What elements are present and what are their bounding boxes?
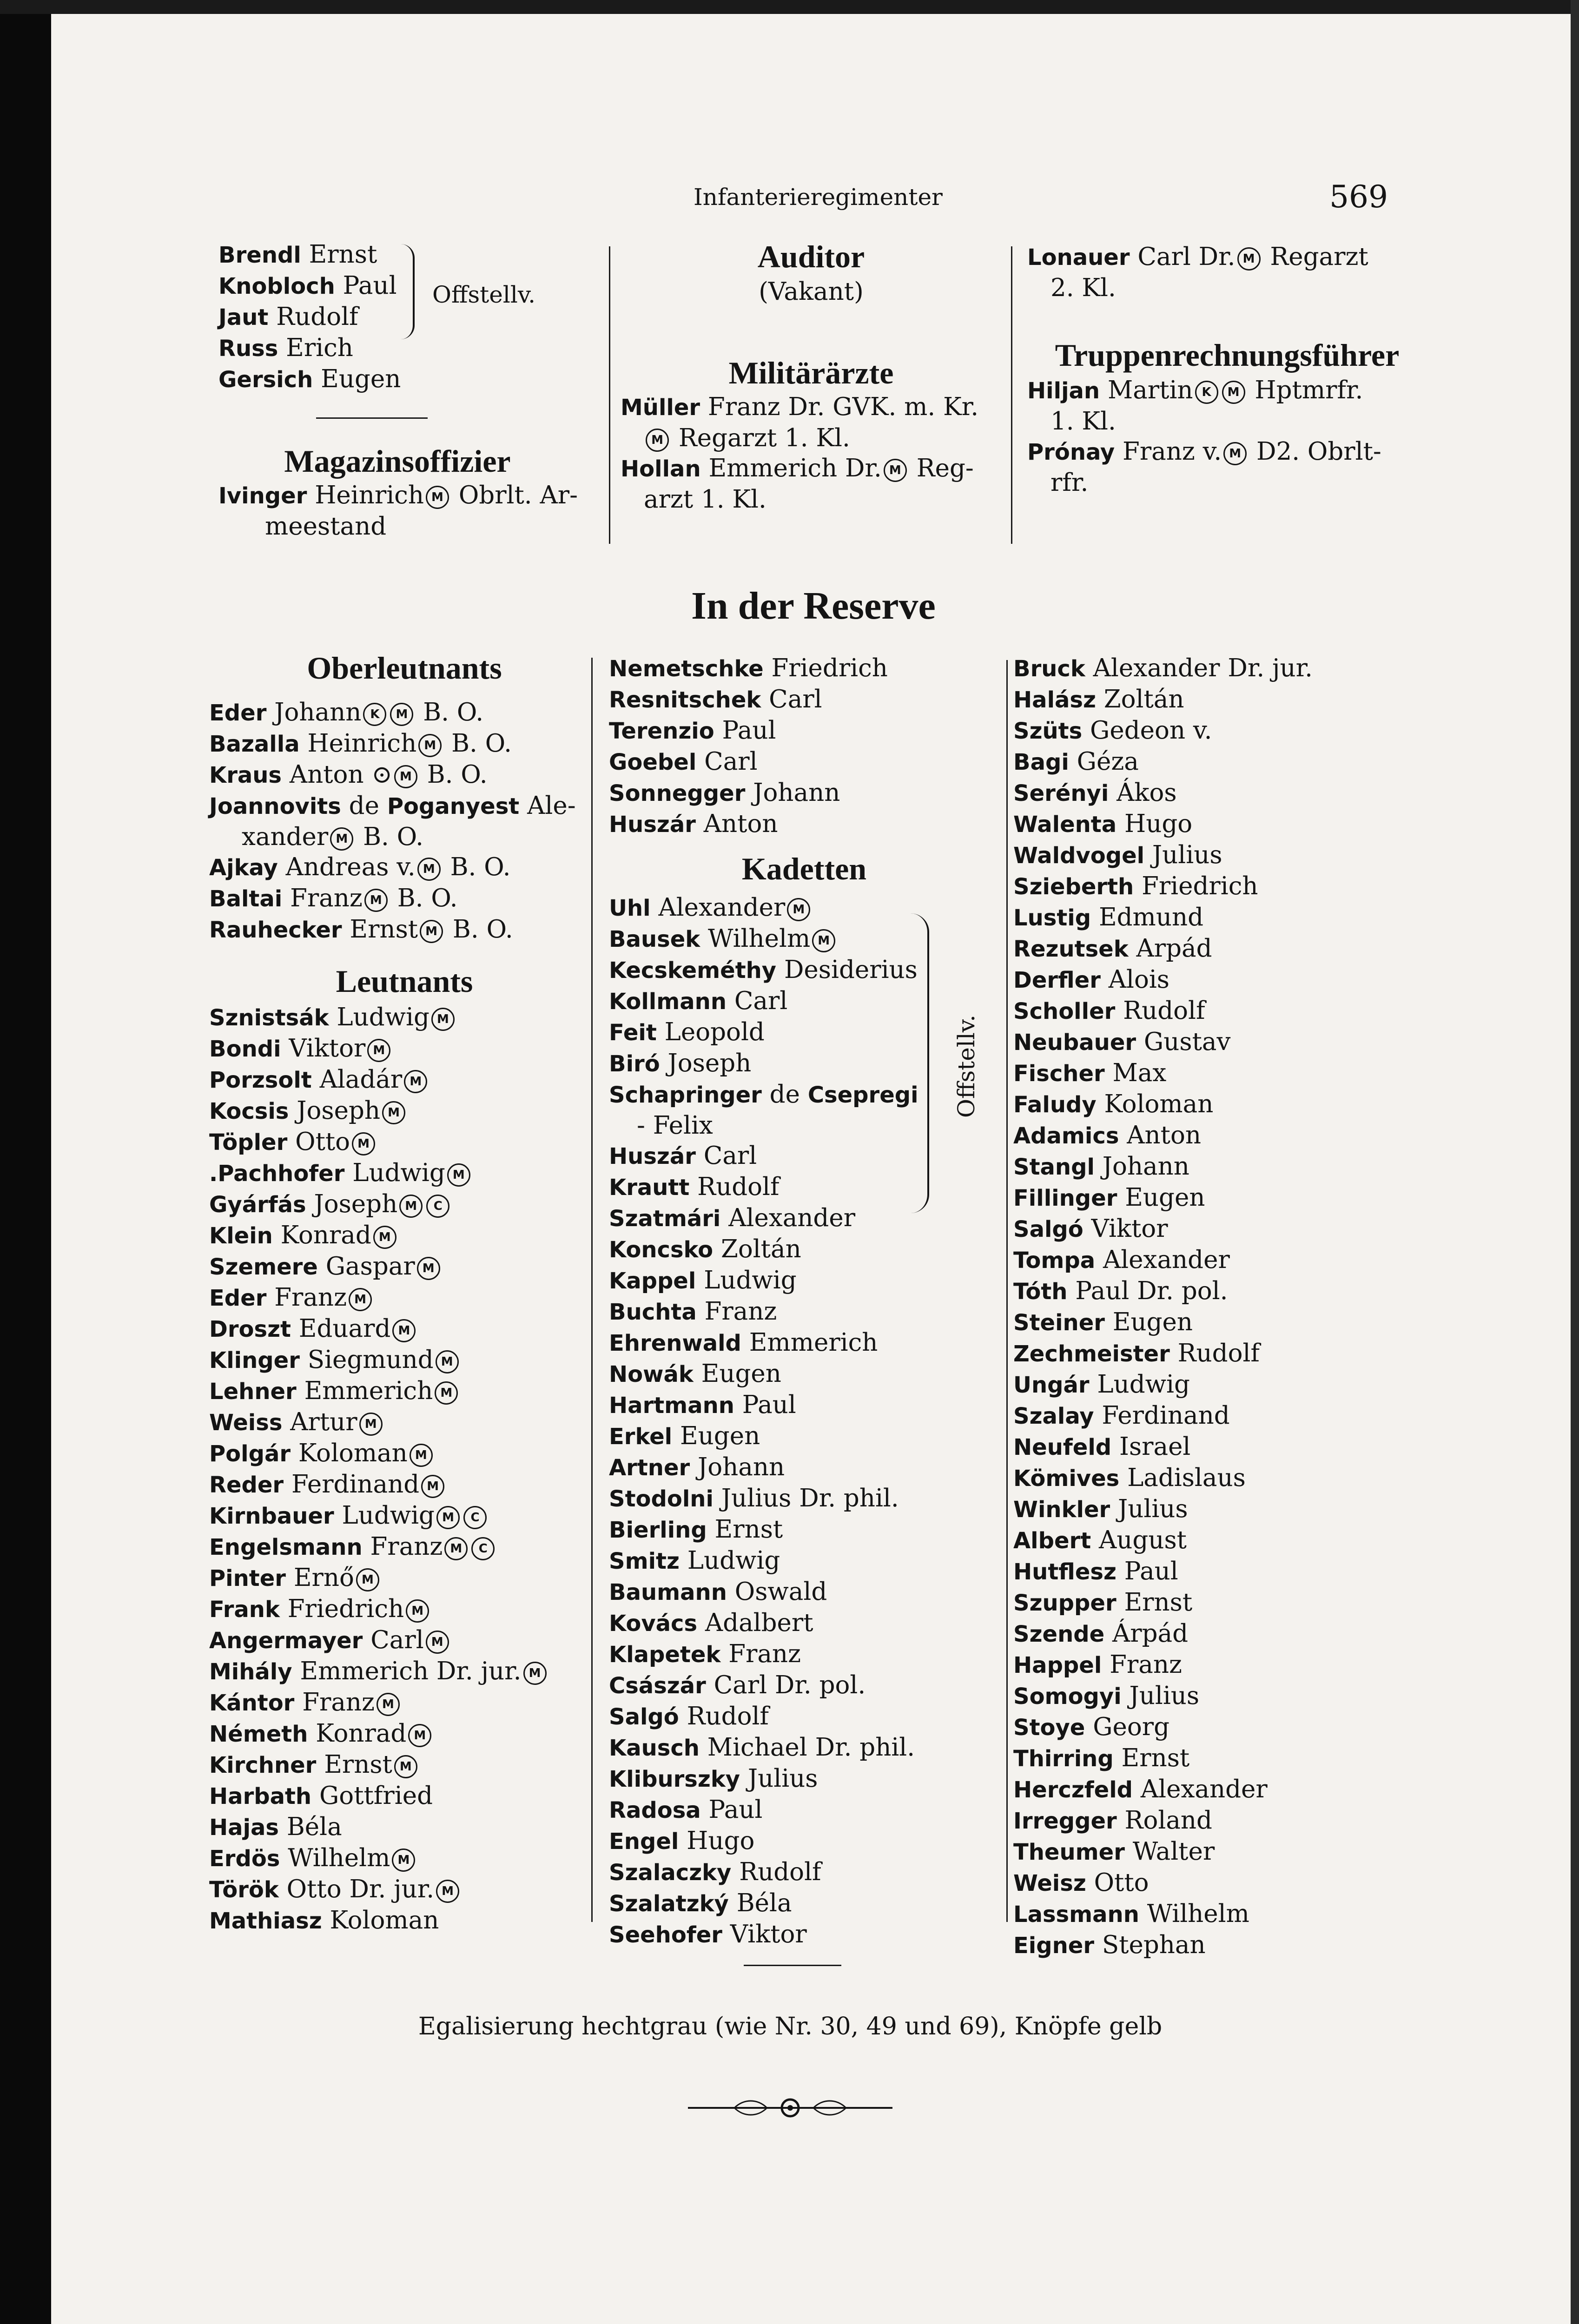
reserve-entry: Derfler Alois: [1013, 965, 1170, 994]
reserve-entry: Stoye Georg: [1013, 1713, 1170, 1741]
military-merit-icon: M: [394, 765, 417, 788]
reserve-entry: Terenzio Paul: [609, 716, 776, 745]
officer-entry: Kirchner Ernst M: [209, 1750, 600, 1781]
officer-entry: Kirnbauer Ludwig M C: [209, 1500, 600, 1532]
officer-entry: Eder Franz M: [209, 1282, 600, 1314]
officer-entry: Reder Ferdinand M: [209, 1469, 600, 1500]
military-merit-icon: M: [426, 486, 449, 509]
officer-entry: Klinger Siegmund M: [209, 1345, 600, 1376]
reserve-entry: Nemetschke Friedrich: [609, 654, 888, 682]
ornament-icon: [688, 2094, 892, 2122]
paymaster-entry-cont: rfr.: [1050, 469, 1089, 497]
military-merit-icon: M: [392, 1849, 415, 1872]
reserve-entry: Lustig Edmund: [1013, 903, 1204, 931]
doctor-entry: Lonauer Carl Dr. M Regarzt: [1027, 243, 1368, 271]
reserve-entry: Faludy Koloman: [1013, 1090, 1214, 1118]
officer-entry: Lehner Emmerich M: [209, 1376, 600, 1407]
reserve-entry: Stangl Johann: [1013, 1152, 1189, 1181]
reserve-entry: Szende Árpád: [1013, 1619, 1189, 1648]
military-merit-icon: M: [426, 1631, 449, 1654]
cadet-entry: Szalaczky Rudolf: [609, 1858, 821, 1886]
officer-entry: Frank Friedrich M: [209, 1594, 600, 1625]
officer-entry: Bondi Viktor M: [209, 1033, 600, 1064]
reserve-entry: Szalay Ferdinand: [1013, 1401, 1230, 1430]
crown-order-icon: C: [426, 1195, 449, 1218]
officer-entry: Kocsis Joseph M: [209, 1096, 600, 1127]
circle-dot-icon: ⊙: [371, 760, 392, 789]
reserve-entry: Neufeld Israel: [1013, 1433, 1191, 1461]
cadet-entry: Kausch Michael Dr. phil.: [609, 1733, 915, 1762]
military-merit-icon: M: [436, 1880, 459, 1903]
officer-entry: Rauhecker Ernst M B. O.: [209, 915, 513, 944]
officer-entry-cont: xander M B. O.: [242, 823, 423, 851]
reserve-entry: Theumer Walter: [1013, 1837, 1215, 1866]
military-merit-icon: M: [392, 1319, 416, 1342]
column-rule: [1006, 660, 1008, 1922]
reserve-entry: Winkler Julius: [1013, 1495, 1188, 1523]
brace-label: Offstellv.: [432, 281, 536, 308]
military-merit-icon: M: [884, 459, 907, 482]
officer-entry: Bazalla Heinrich M B. O.: [209, 729, 512, 758]
reserve-entry: Adamics Anton: [1013, 1121, 1201, 1149]
col2-reserve: [609, 653, 999, 1950]
military-merit-icon: M: [447, 1163, 470, 1187]
cadet-entry: Salgó Rudolf: [609, 1702, 769, 1730]
cadet-entry: Kliburszky Julius: [609, 1764, 818, 1793]
military-merit-icon: M: [359, 1413, 383, 1436]
cadet-entry: Bausek Wilhelm M: [609, 924, 999, 955]
cadet-entry: Bierling Ernst: [609, 1515, 783, 1544]
military-merit-icon: M: [373, 1226, 396, 1249]
officer-entry: Polgár Koloman M: [209, 1438, 600, 1469]
cadet-entry: Feit Leopold: [609, 1018, 765, 1046]
military-merit-icon: M: [367, 1039, 390, 1062]
military-merit-icon: M: [444, 1537, 468, 1560]
staff-row: Russ Erich: [218, 334, 353, 362]
military-merit-icon: M: [523, 1662, 547, 1685]
reserve-entry: Szüts Gedeon v.: [1013, 716, 1212, 745]
cadet-entry: Szalatzký Béla: [609, 1889, 792, 1917]
military-merit-icon: M: [377, 1693, 400, 1716]
cadet-entry: Artner Johann: [609, 1453, 785, 1481]
cadet-entry-cont: - Felix: [637, 1111, 713, 1140]
reserve-entry: Walenta Hugo: [1013, 810, 1193, 838]
military-merit-icon: M: [812, 929, 835, 952]
military-merit-icon: M: [436, 1350, 459, 1373]
running-header: Infanterieregimenter: [694, 184, 943, 211]
cadet-entry: Smitz Ludwig: [609, 1546, 780, 1575]
reserve-entry: Waldvogel Julius: [1013, 841, 1222, 869]
cadet-entry: Erkel Eugen: [609, 1422, 760, 1450]
staff-row: Jaut Rudolf: [218, 303, 358, 331]
reserve-entry: Steiner Eugen: [1013, 1308, 1193, 1336]
cadet-entry: Klapetek Franz: [609, 1640, 801, 1668]
military-merit-icon: M: [421, 1475, 444, 1498]
officer-entry: Joannovits de Poganyest Ale-: [209, 792, 576, 820]
officer-entry: Gyárfás Joseph M C: [209, 1189, 600, 1220]
officer-entry: Németh Konrad M: [209, 1718, 600, 1750]
reserve-entry: Somogyi Julius: [1013, 1682, 1200, 1710]
kadetten-heading: Kadetten: [741, 851, 867, 886]
officer-entry: Baltai Franz M B. O.: [209, 884, 458, 912]
cadet-entry: Biró Joseph: [609, 1049, 752, 1077]
cadet-entry: Schapringer de Csepregi: [609, 1080, 918, 1109]
military-merit-icon: M: [436, 1506, 460, 1529]
cadet-entry: Baumann Oswald: [609, 1578, 827, 1606]
military-merit-icon: M: [646, 429, 669, 452]
divider: [316, 417, 428, 419]
cadet-entry: Stodolni Julius Dr. phil.: [609, 1484, 899, 1512]
officer-entry: Engelsmann Franz M C: [209, 1532, 600, 1563]
military-merit-icon: M: [330, 827, 353, 851]
auditor-heading: Auditor: [757, 239, 865, 274]
reserve-entry: Herczfeld Alexander: [1013, 1775, 1268, 1803]
military-merit-icon: M: [787, 898, 810, 921]
reserve-entry: Tompa Alexander: [1013, 1246, 1230, 1274]
footer-divider: [744, 1965, 841, 1966]
officer-entry: Angermayer Carl M: [209, 1625, 600, 1656]
officer-entry: Kraus Anton ⊙ M B. O.: [209, 760, 488, 789]
crown-order-icon: C: [463, 1506, 487, 1529]
reserve-entry: Irregger Roland: [1013, 1806, 1212, 1835]
doctor-entry-cont: 2. Kl.: [1050, 274, 1116, 302]
reserve-entry: Halász Zoltán: [1013, 685, 1184, 713]
military-merit-icon: M: [410, 1444, 433, 1467]
military-merit-icon: M: [382, 1101, 405, 1124]
military-merit-icon: M: [417, 1257, 440, 1280]
reserve-entry: Thirring Ernst: [1013, 1744, 1190, 1772]
scan-edge-left: [0, 0, 51, 2324]
cadet-entry: Császár Carl Dr. pol.: [609, 1671, 866, 1699]
magazin-heading: Magazinsoffizier: [284, 443, 511, 479]
cadet-entry: Engel Hugo: [609, 1827, 755, 1855]
reserve-entry: Sonnegger Johann: [609, 779, 840, 807]
reserve-entry: Weisz Otto: [1013, 1868, 1149, 1897]
officer-entry: Ajkay Andreas v. M B. O.: [209, 853, 511, 881]
doctor-entry-cont: M Regarzt 1. Kl.: [621, 423, 1002, 453]
knight-cross-icon: K: [1195, 381, 1218, 404]
reserve-entry: Fischer Max: [1013, 1059, 1167, 1087]
reserve-entry: Rezutsek Arpád: [1013, 934, 1212, 963]
reserve-entry: Goebel Carl: [609, 747, 758, 776]
oberleutnants-heading: Oberleutnants: [307, 650, 502, 686]
military-merit-icon: M: [431, 1008, 455, 1031]
military-merit-icon: M: [356, 1568, 379, 1591]
doctor-entry: Hollan Emmerich Dr. M Reg-: [621, 454, 974, 482]
officer-entry: Töpler Otto M: [209, 1127, 600, 1158]
military-merit-icon: M: [417, 858, 441, 881]
military-merit-icon: M: [349, 1288, 372, 1311]
auditor-sub: (Vakant): [759, 277, 864, 306]
reserve-entry: Fillinger Eugen: [1013, 1183, 1205, 1212]
crown-order-icon: C: [471, 1537, 495, 1560]
cadet-entry: Kappel Ludwig: [609, 1266, 797, 1294]
scan-edge-top: [0, 0, 1579, 14]
officer-entry: Eder Johann K M B. O.: [209, 698, 484, 726]
officer-entry: Harbath Gottfried: [209, 1782, 433, 1810]
military-merit-icon: M: [404, 1070, 427, 1093]
cadet-entry: Ehrenwald Emmerich: [609, 1328, 878, 1357]
military-merit-icon: M: [399, 1195, 423, 1218]
military-merit-icon: M: [1237, 247, 1261, 271]
col3-top: [1027, 242, 1427, 498]
cadet-entry: Szatmári Alexander: [609, 1204, 856, 1232]
military-merit-icon: M: [364, 889, 388, 912]
scan-edge-right: [1571, 0, 1579, 2324]
military-merit-icon: M: [406, 1599, 429, 1623]
officer-entry: Mathiasz Koloman: [209, 1906, 439, 1934]
column-rule: [591, 658, 593, 1922]
cadet-entry: Radosa Paul: [609, 1796, 763, 1824]
reserve-entry: Huszár Anton: [609, 810, 778, 838]
military-merit-icon: M: [1222, 381, 1245, 404]
military-merit-icon: M: [435, 1381, 458, 1405]
reserve-entry: Bruck Alexander Dr. jur.: [1013, 654, 1313, 682]
reserve-entry: Ungár Ludwig: [1013, 1370, 1190, 1399]
paymaster-entry-cont: 1. Kl.: [1050, 407, 1116, 436]
cadet-entry: Hartmann Paul: [609, 1391, 796, 1419]
reserve-entry: Kömives Ladislaus: [1013, 1464, 1246, 1492]
knight-cross-icon: K: [363, 703, 386, 726]
reserve-entry: Tóth Paul Dr. pol.: [1013, 1277, 1228, 1305]
cadet-entry: Seehofer Viktor: [609, 1920, 807, 1948]
brace-label: Offstellv.: [953, 1014, 980, 1118]
reserve-entry: Resnitschek Carl: [609, 685, 822, 713]
cadet-entry: Uhl Alexander M: [609, 892, 999, 924]
officer-entry: Hajas Béla: [209, 1813, 342, 1841]
cadet-entry: Kollmann Carl: [609, 987, 788, 1015]
cadet-entry: Buchta Franz: [609, 1297, 777, 1326]
officer-entry: Kántor Franz M: [209, 1687, 600, 1718]
doctor-entry: Müller Franz Dr. GVK. m. Kr.: [621, 393, 979, 421]
officer-entry: Pinter Ernő M: [209, 1563, 600, 1594]
leutnants-heading: Leutnants: [336, 964, 473, 999]
officer-entry: Szemere Gaspar M: [209, 1251, 600, 1282]
reserve-entry: Zechmeister Rudolf: [1013, 1339, 1260, 1367]
reserve-entry: Lassmann Wilhelm: [1013, 1900, 1249, 1928]
truppen-heading: Truppenrechnungsführer: [1055, 337, 1400, 373]
col1-reserve: [209, 650, 600, 1936]
reserve-entry: Scholler Rudolf: [1013, 997, 1205, 1025]
page-number: 569: [1329, 179, 1388, 215]
reserve-entry: Eigner Stephan: [1013, 1931, 1206, 1959]
staff-row: Brendl Ernst: [218, 240, 377, 269]
reserve-entry: Albert August: [1013, 1526, 1187, 1554]
officer-entry: Mihály Emmerich Dr. jur. M: [209, 1656, 600, 1687]
military-merit-icon: M: [1223, 442, 1247, 465]
military-merit-icon: M: [394, 1755, 417, 1778]
officer-entry: .Pachhofer Ludwig M: [209, 1158, 600, 1189]
doctor-entry-cont: arzt 1. Kl.: [644, 485, 766, 514]
officer-entry: Droszt Eduard M: [209, 1314, 600, 1345]
reserve-entry: Neubauer Gustav: [1013, 1028, 1231, 1056]
reserve-entry: Serényi Ákos: [1013, 779, 1177, 807]
officer-entry: Weiss Artur M: [209, 1407, 600, 1438]
officer-entry: Klein Konrad M: [209, 1220, 600, 1251]
staff-row: Knobloch Paul: [218, 271, 397, 300]
column-rule: [609, 246, 610, 544]
paymaster-entry: Hiljan Martin K M Hptmrfr.: [1027, 376, 1363, 404]
militaeraerzte-heading: Militärärzte: [728, 355, 894, 390]
footer-note: Egalisierung hechtgrau (wie Nr. 30, 49 und 69), Knöpfe gelb: [418, 2013, 1163, 2040]
magazin-entry-cont: meestand: [265, 512, 387, 541]
reserve-entry: Salgó Viktor: [1013, 1215, 1168, 1243]
cadet-entry: Kecskeméthy Desiderius: [609, 956, 918, 984]
reserve-entry: Szupper Ernst: [1013, 1588, 1193, 1617]
officer-entry: Erdös Wilhelm M: [209, 1843, 600, 1874]
reserve-entry: Bagi Géza: [1013, 747, 1139, 776]
column-rule: [1011, 246, 1012, 544]
brace-icon: [399, 244, 415, 339]
cadet-entry: Nowák Eugen: [609, 1360, 781, 1388]
staff-row: Gersich Eugen: [218, 365, 401, 393]
military-merit-icon: M: [352, 1132, 375, 1155]
officer-entry: Sznistsák Ludwig M: [209, 1002, 600, 1033]
brace-icon: [909, 913, 929, 1213]
cadet-entry: Koncsko Zoltán: [609, 1235, 801, 1263]
reserve-entry: Happel Franz: [1013, 1651, 1182, 1679]
magazin-entry: Ivinger Heinrich M Obrlt. Ar-: [218, 481, 578, 509]
cadet-entry: Krautt Rudolf: [609, 1173, 780, 1201]
col3-reserve: [1013, 653, 1422, 1961]
officer-entry: Porzsolt Aladár M: [209, 1064, 600, 1096]
reserve-heading: In der Reserve: [691, 584, 936, 627]
officer-entry: Török Otto Dr. jur. M: [209, 1874, 600, 1905]
reserve-entry: Hutflesz Paul: [1013, 1557, 1178, 1585]
cadet-entry: Kovács Adalbert: [609, 1609, 813, 1637]
paymaster-entry: Prónay Franz v. M D2. Obrlt-: [1027, 437, 1381, 466]
cadet-entry: Huszár Carl: [609, 1142, 757, 1170]
military-merit-icon: M: [408, 1724, 431, 1747]
military-merit-icon: M: [418, 734, 442, 757]
military-merit-icon: M: [420, 920, 443, 943]
reserve-entry: Szieberth Friedrich: [1013, 872, 1258, 900]
military-merit-icon: M: [390, 703, 413, 726]
col2-top: [621, 239, 1002, 515]
